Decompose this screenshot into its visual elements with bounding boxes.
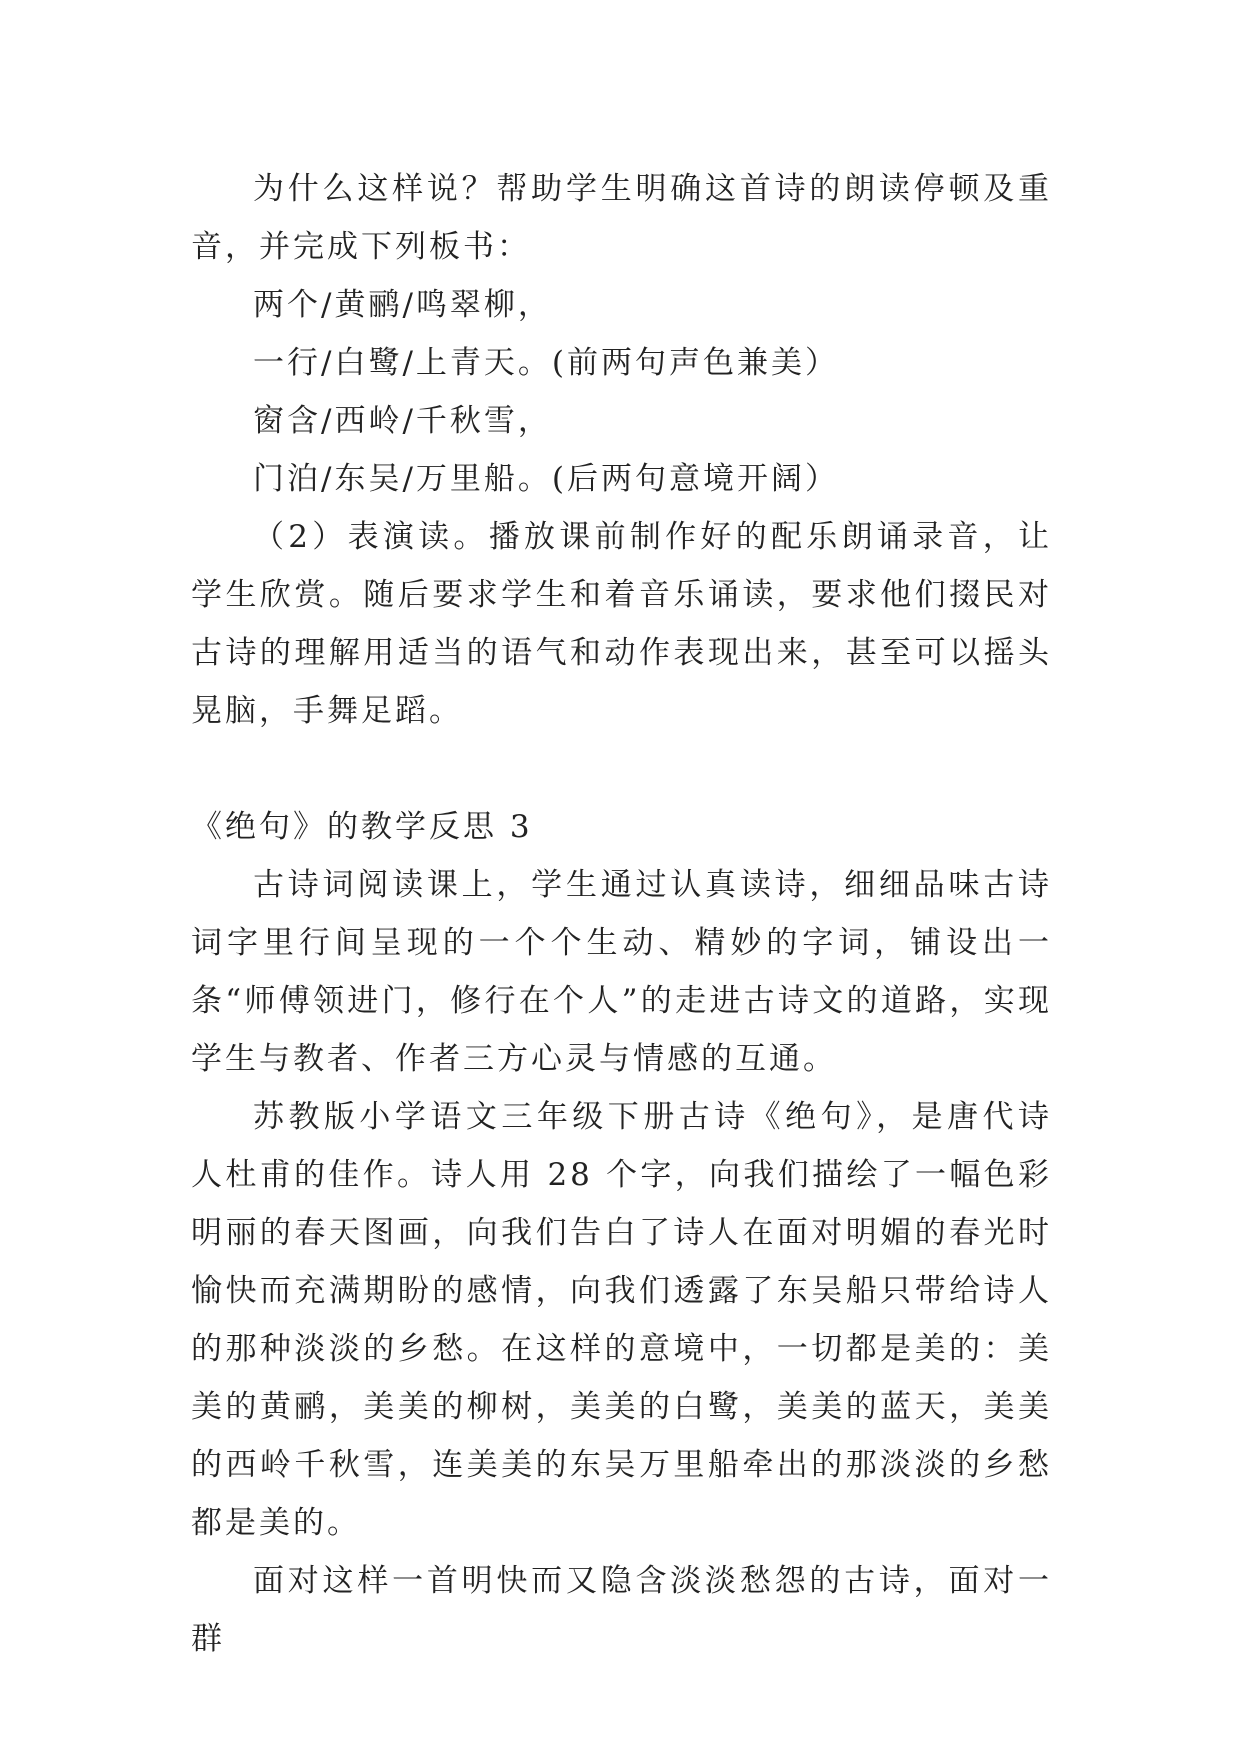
poem-line-3: 窗含/西岭/千秋雪， [253, 403, 552, 439]
section-paragraph-2: 苏教版小学语文三年级下册古诗《绝句》，是唐代诗人杜甫的佳作。诗人用 28 个字，向我们描绘了一幅色彩明丽的春天图画，向我们告白了诗人在面对明媚的春光时愉快而充满期盼的感情，向我们透露了东吴船只带给诗人的那种淡淡的乡愁。在这样的意境中，一切都是美的：美美的黄鹂，美美的柳树，美美的白鹭，美美的蓝天，美美的西岭千秋雪，连美美的东吴万里船牵出的那淡淡的乡愁都是美的。 [191, 1099, 1052, 1541]
performance-paragraph: （2）表演读。播放课前制作好的配乐朗诵录音，让学生欣赏。随后要求学生和着音乐诵读，要求他们掇民对古诗的理解用适当的语气和动作表现出来，甚至可以摇头晃脑，手舞足蹈。 [191, 519, 1052, 729]
intro-paragraph: 为什么这样说？帮助学生明确这首诗的朗读停顿及重音，并完成下列板书： [191, 171, 1052, 265]
section-heading: 《绝句》的教学反思 3 [191, 809, 533, 845]
section-paragraph-1: 古诗词阅读课上，学生通过认真读诗，细细品味古诗词字里行间呈现的一个个生动、精妙的字词，铺设出一条“师傅领进门，修行在个人”的走进古诗文的道路，实现学生与教者、作者三方心灵与情感的互通。 [191, 867, 1052, 1077]
section-paragraph-3: 面对这样一首明快而又隐含淡淡愁怨的古诗，面对一群 [191, 1563, 1052, 1657]
poem-line-2: 一行/白鹭/上青天。(前两句声色兼美） [253, 345, 839, 381]
poem-line-1: 两个/黄鹂/鸣翠柳， [253, 287, 552, 323]
document-body [191, 160, 1052, 1668]
poem-line-4: 门泊/东吴/万里船。(后两句意境开阔） [253, 461, 839, 497]
